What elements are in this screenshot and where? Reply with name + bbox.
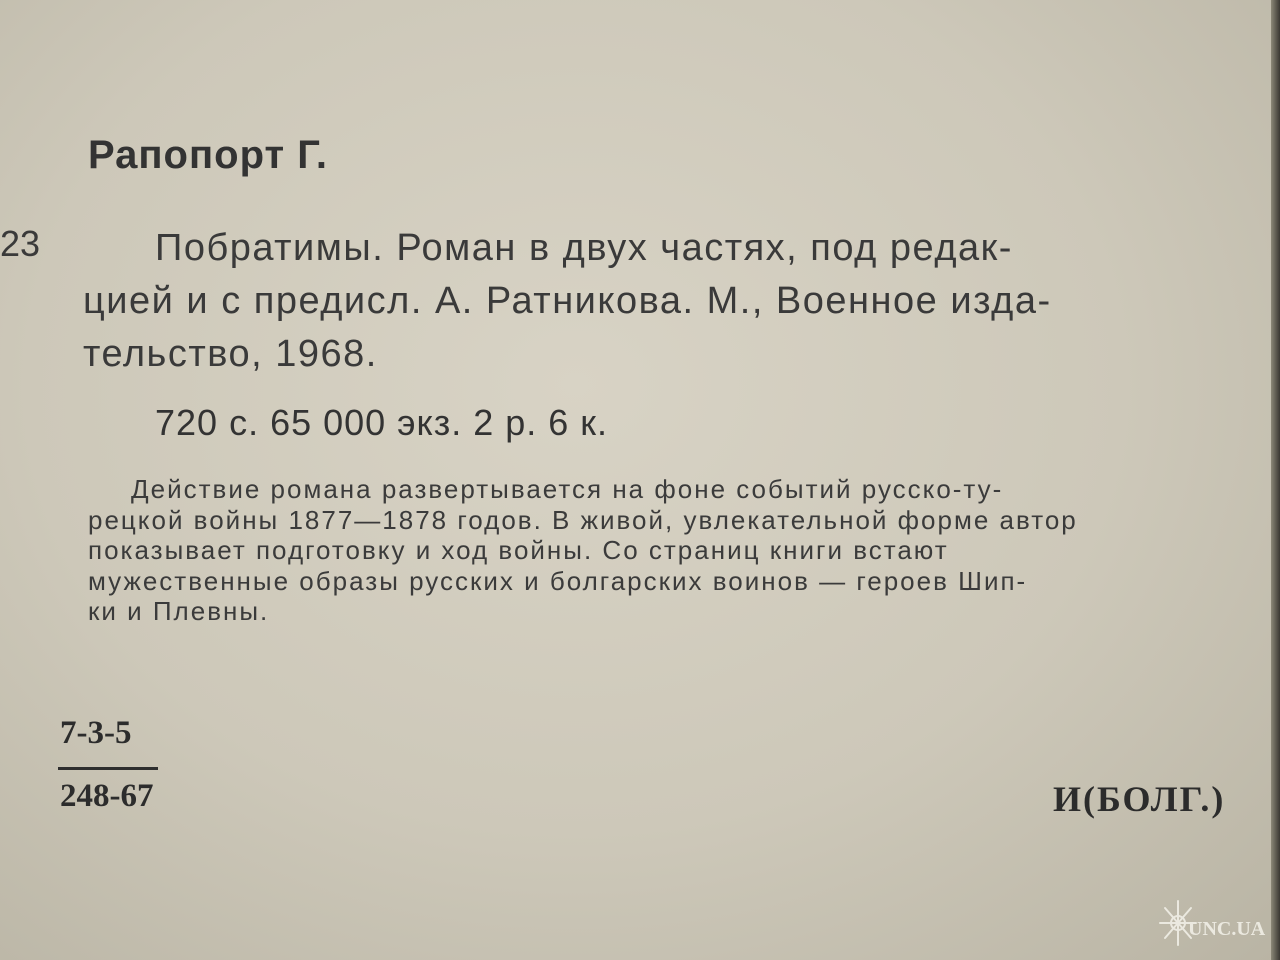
title-description — [83, 222, 1245, 381]
imprint-details: 720 с. 65 000 экз. 2 р. 6 к. — [155, 402, 609, 443]
snowflake-icon — [1158, 893, 1274, 953]
title-line: цией и с предисл. А. Ратникова. М., Военное изда- — [83, 280, 1052, 322]
code-denominator: 248-67 — [60, 778, 154, 814]
author-name: Рапопорт Г. — [88, 133, 328, 177]
annotation-line: рецкой войны 1877—1878 годов. В живой, увлекательной форме автор — [88, 504, 1078, 535]
annotation-line: показывает подготовку и ход войны. Со страниц книги встают — [88, 535, 949, 565]
title-line: Побратимы. Роман в двух частях, под редак- — [155, 227, 1013, 269]
fraction-rule — [58, 767, 158, 770]
language-code: И(БОЛГ.) — [1053, 779, 1226, 819]
classification-number: 23 — [0, 223, 41, 264]
title-line: тельство, 1968. — [83, 333, 378, 375]
annotation-line: Действие романа развертывается на фоне событий русско-ту- — [131, 474, 1004, 504]
watermark-text: UNC.UA — [1188, 918, 1266, 940]
watermark — [1158, 893, 1274, 953]
annotation-line: мужественные образы русских и болгарских воинов — героев Шип- — [88, 565, 1028, 596]
annotation — [88, 474, 1248, 627]
annotation-line: ки и Плевны. — [88, 596, 270, 626]
code-numerator: 7-3-5 — [60, 715, 132, 751]
paper-edge-shadow — [1271, 0, 1280, 960]
